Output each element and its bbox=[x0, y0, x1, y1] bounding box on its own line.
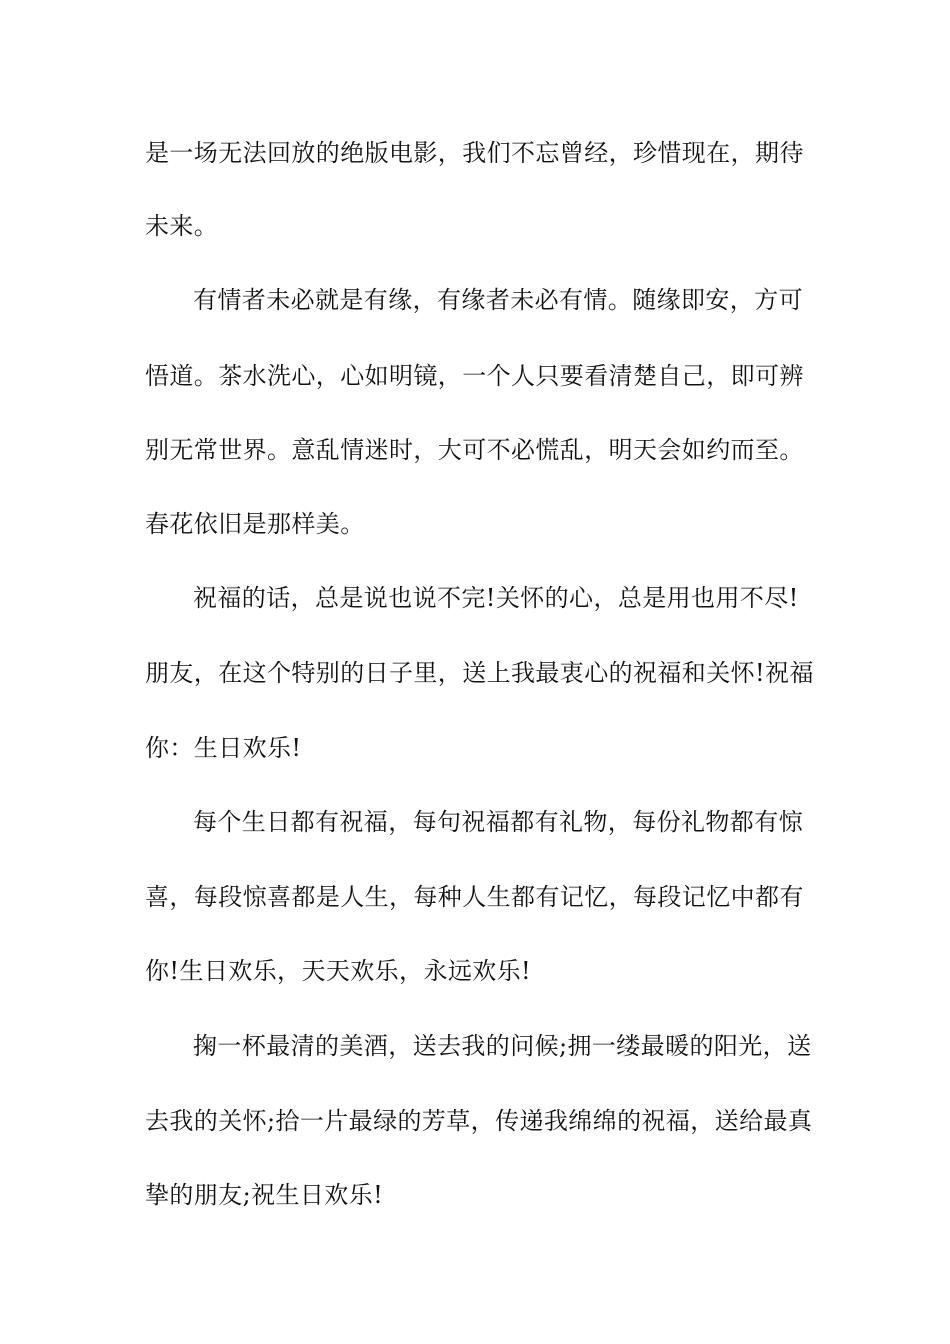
text-line: 春花依旧是那样美。 bbox=[145, 510, 365, 538]
text-line: 悟道。茶水洗心，心如明镜，一个人只要看清楚自己，即可辨 bbox=[145, 362, 804, 390]
paragraph-first-line: 有情者未必就是有缘，有缘者未必有情。随缘即安，方可 bbox=[193, 286, 803, 314]
text-line: 你：生日欢乐! bbox=[145, 734, 302, 762]
paragraph-first-line: 祝福的话，总是说也说不完!关怀的心，总是用也用不尽! bbox=[193, 584, 799, 612]
text-line: 是一场无法回放的绝版电影，我们不忘曾经，珍惜现在，期待 bbox=[145, 139, 804, 167]
paragraph-first-line: 掬一杯最清的美酒，送去我的问候;拥一缕最暖的阳光，送 bbox=[193, 1032, 812, 1060]
text-line: 朋友，在这个特别的日子里，送上我最衷心的祝福和关怀!祝福 bbox=[145, 659, 814, 687]
text-line: 你!生日欢乐，天天欢乐，永远欢乐! bbox=[145, 957, 532, 985]
paragraph-first-line: 每个生日都有祝福，每句祝福都有礼物，每份礼物都有惊 bbox=[193, 808, 803, 836]
text-line: 去我的关怀;拾一片最绿的芳草，传递我绵绵的祝福，送给最真 bbox=[145, 1107, 813, 1135]
text-line: 未来。 bbox=[145, 212, 219, 240]
text-line: 喜，每段惊喜都是人生，每种人生都有记忆，每段记忆中都有 bbox=[145, 883, 804, 911]
text-line: 别无常世界。意乱情迷时，大可不必慌乱，明天会如约而至。 bbox=[145, 436, 804, 464]
text-line: 挚的朋友;祝生日欢乐! bbox=[145, 1181, 384, 1209]
